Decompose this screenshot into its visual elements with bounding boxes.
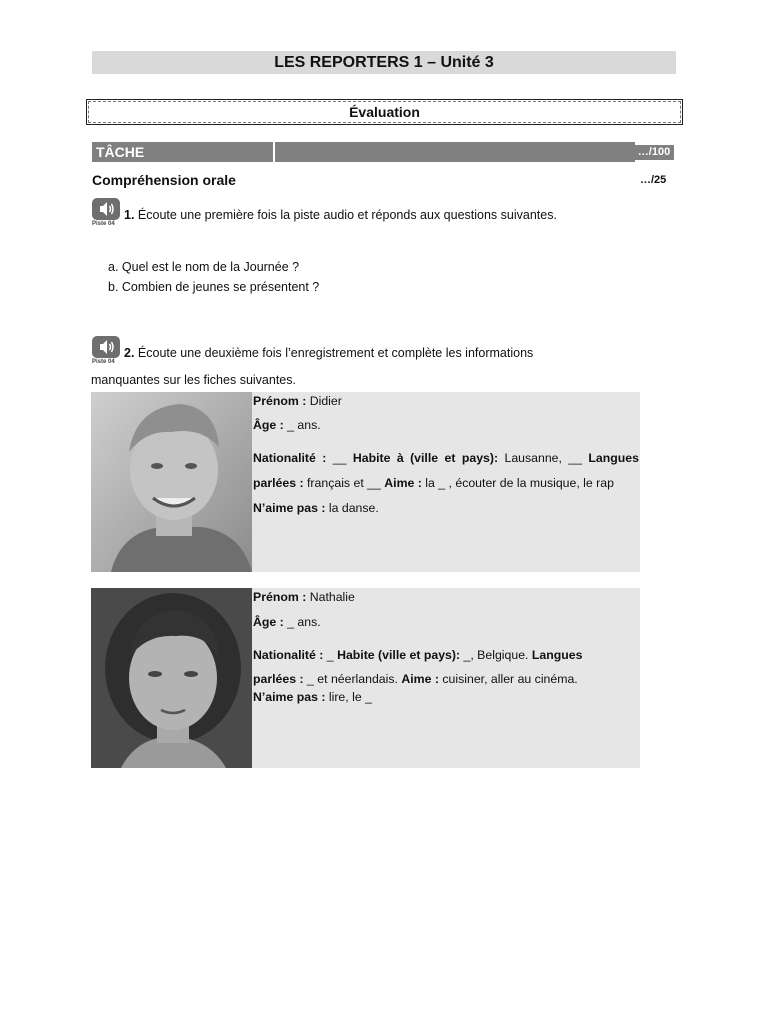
speaker-icon [92, 336, 120, 358]
prenom-label: Prénom : [253, 590, 307, 604]
prenom-value: Nathalie [309, 590, 355, 604]
question-1-text: Écoute une première fois la piste audio et réponds aux questions suivantes. [137, 208, 557, 222]
naime-value: lire, le _ [328, 690, 372, 704]
evaluation-label: Évaluation [349, 104, 420, 120]
question-1-list [108, 257, 319, 297]
prenom-value: Didier [309, 394, 342, 408]
naime-label: N’aime pas : [253, 690, 326, 704]
task-divider [273, 142, 275, 162]
habite-value: _, Belgique. [463, 648, 529, 662]
question-2 [124, 344, 533, 362]
audio-button-q2[interactable] [92, 336, 122, 366]
nationalite-label: Nationalité : [253, 648, 324, 662]
naime-value: la danse. [328, 501, 379, 515]
section-score: …/25 [640, 174, 667, 186]
page-title [92, 51, 676, 74]
aime-value: la _ , écouter de la musique, le rap [425, 476, 614, 490]
question-2-number: 2. [124, 346, 135, 360]
nationalite-label: Nationalité : [253, 451, 327, 465]
habite-value: Lausanne, __ [504, 451, 583, 465]
nationalite-value: _ [326, 648, 334, 662]
age-value: _ ans. [287, 418, 321, 432]
profile-card-didier [91, 392, 640, 572]
audio-button-q1[interactable] [92, 198, 122, 228]
naime-label: N’aime pas : [253, 501, 326, 515]
habite-label: Habite à (ville et pays): [352, 451, 499, 465]
evaluation-header [86, 99, 683, 125]
section-title: Compréhension orale [92, 172, 236, 188]
task-bar [92, 142, 635, 162]
question-1-number: 1. [124, 208, 135, 222]
profile-card-nathalie [91, 588, 640, 768]
audio-caption: Piste 04 [92, 359, 115, 365]
question-2-text-line1: Écoute une deuxième fois l’enregistrement et complète les informations [137, 346, 534, 360]
age-label: Âge : [253, 615, 284, 629]
age-value: _ ans. [287, 615, 321, 629]
task-score: …/100 [634, 145, 674, 160]
nationalite-value: __ [332, 451, 347, 465]
habite-label: Habite (ville et pays): [337, 648, 461, 662]
prenom-label: Prénom : [253, 394, 307, 408]
portrait-photo-boy [91, 392, 252, 572]
task-label: TÂCHE [96, 144, 145, 160]
parlees-value: _ et néerlandais. [307, 672, 398, 686]
aime-label: Aime : [384, 476, 422, 490]
parlees-label: parlées : [253, 672, 304, 686]
audio-caption: Piste 04 [92, 221, 115, 227]
aime-value: cuisiner, aller au cinéma. [442, 672, 578, 686]
page-title-text: LES REPORTERS 1 – Unité 3 [274, 53, 494, 71]
portrait-photo-girl [91, 588, 252, 768]
list-item: b. Combien de jeunes se présentent ? [108, 280, 320, 294]
aime-label: Aime : [401, 672, 439, 686]
question-1 [124, 206, 557, 224]
parlees-label: parlées : [253, 476, 304, 490]
parlees-value: français et __ [307, 476, 381, 490]
langues-label: Langues [588, 451, 639, 465]
question-2-text-line2: manquantes sur les fiches suivantes. [91, 373, 296, 387]
list-item: a. Quel est le nom de la Journée ? [108, 260, 300, 274]
age-label: Âge : [253, 418, 284, 432]
langues-label: Langues [531, 648, 583, 662]
speaker-icon [92, 198, 120, 220]
